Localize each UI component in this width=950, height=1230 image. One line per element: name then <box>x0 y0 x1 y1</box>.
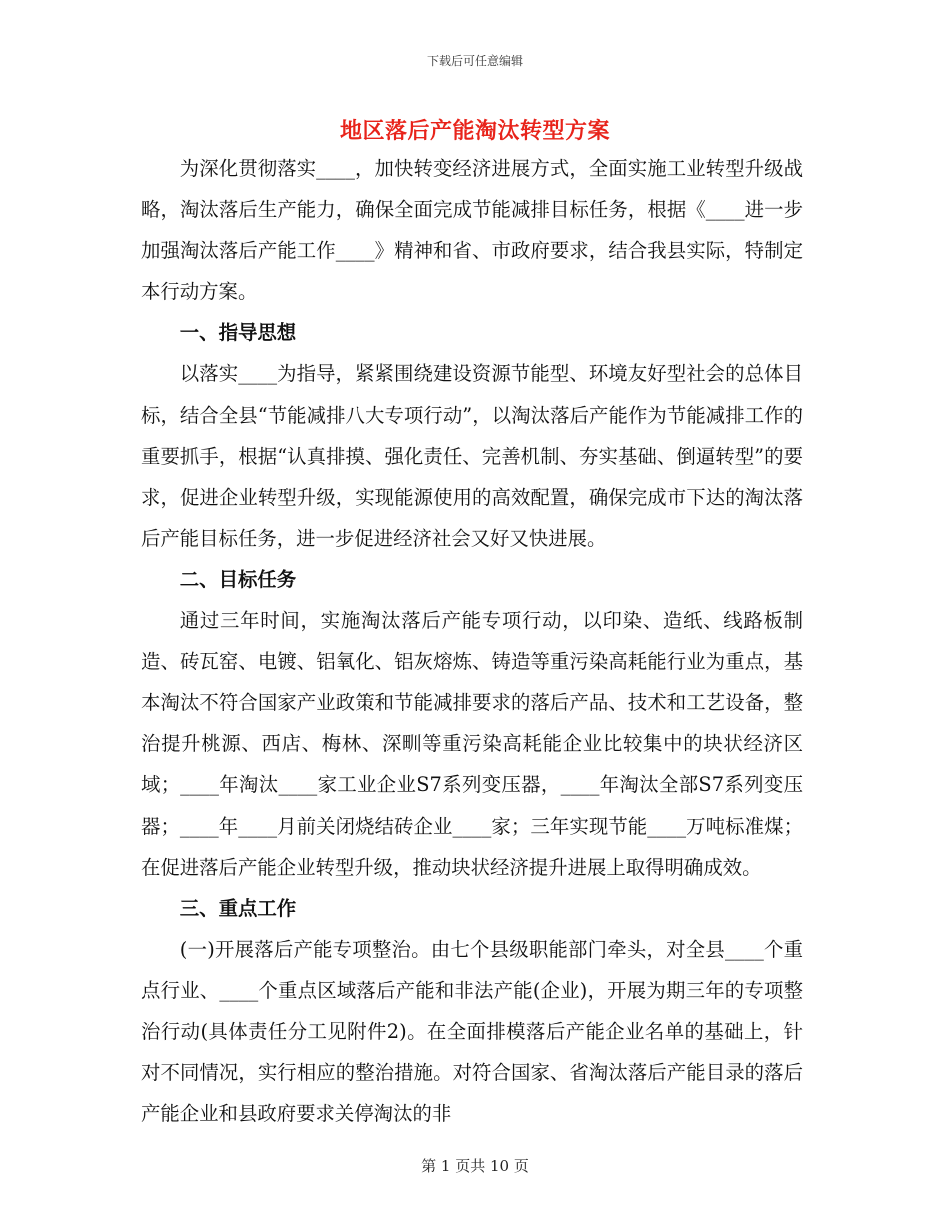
key-work-paragraph: (一)开展落后产能专项整治。由七个县级职能部门牵头，对全县____个重点行业、____个重点区域落后产能和非法产能(企业)，开展为期三年的专项整治行动(具体责任分工见附件2)。在全面排模落后产能企业名单的基础上，针对不同情况，实行相应的整治措施。对符合国家、省淘汰落后产能目录的落后产能企业和县政府要求关停淘汰的非 <box>141 937 803 1126</box>
goals-paragraph: 通过三年时间，实施淘汰落后产能专项行动，以印染、造纸、线路板制造、砖瓦窑、电镀、铝氧化、铝灰熔炼、铸造等重污染高耗能行业为重点，基本淘汰不符合国家产业政策和节能减排要求的落后产品、技术和工艺设备，整治提升桃源、西店、梅林、深甽等重污染高耗能企业比较集中的块状经济区域；____年淘汰____家工业企业S7系列变压器，____年淘汰全部S7系列变压器；____年____月前关闭烧结砖企业____家；三年实现节能____万吨标准煤；在促进落后产能企业转型升级，推动块状经济提升进展上取得明确成效。 <box>141 609 803 879</box>
intro-paragraph: 为深化贯彻落实____，加快转变经济进展方式，全面实施工业转型升级战略，淘汰落后生产能力，确保全面完成节能减排目标任务，根据《____进一步加强淘汰落后产能工作____》精神和省、市政府要求，结合我县实际，特制定本行动方案。 <box>141 157 803 304</box>
section-heading-goals: 二、目标任务 <box>179 567 297 591</box>
section-heading-key-work: 三、重点工作 <box>179 896 297 920</box>
document-body <box>141 148 803 1134</box>
page-header: 下载后可任意编辑 <box>426 54 523 68</box>
document-title: 地区落后产能淘汰转型方案 <box>339 118 610 144</box>
guiding-thought-paragraph: 以落实____为指导，紧紧围绕建设资源节能型、环境友好型社会的总体目标，结合全县“节能减排八大专项行动”，以淘汰落后产能作为节能减排工作的重要抓手，根据“认真排摸、强化责任、完善机制、夯实基础、倒逼转型”的要求，促进企业转型升级，实现能源使用的高效配置，确保完成市下达的淘汰落后产能目标任务，进一步促进经济社会又好又快进展。 <box>141 362 803 550</box>
page-number: 第 1 页共 10 页 <box>421 1157 529 1175</box>
section-heading-guiding-thought: 一、指导思想 <box>179 321 297 345</box>
